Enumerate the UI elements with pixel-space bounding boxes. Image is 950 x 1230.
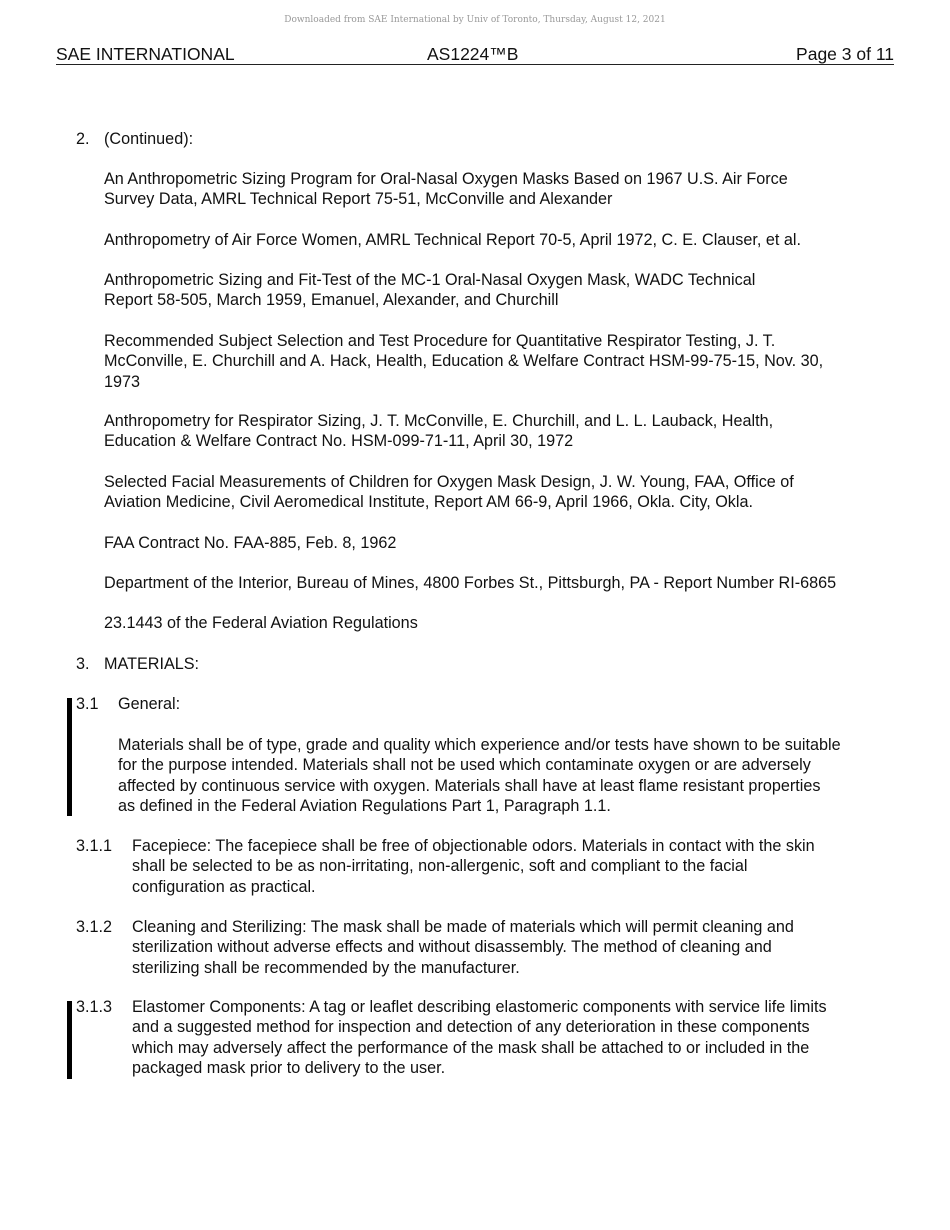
reference-line: An Anthropometric Sizing Program for Oral-Nasal Oxygen Masks Based on 1967 U.S. Air Force (104, 170, 788, 188)
section-3-1-2-body (132, 917, 794, 978)
reference-item (104, 613, 418, 633)
section-3-1-title: General: (118, 695, 181, 713)
paragraph-line: which may adversely affect the performance of the mask shall be attached to or included in the (132, 1038, 810, 1057)
paragraph-line: sterilization without adverse effects and without disassembly. The method of cleaning and (132, 938, 772, 957)
reference-line: Survey Data, AMRL Technical Report 75-51, McConville and Alexander (104, 190, 613, 209)
paragraph-line: Materials shall be of type, grade and quality which experience and/or tests have shown to be suitable (118, 736, 841, 754)
reference-item (104, 169, 788, 210)
reference-item (104, 472, 794, 513)
header-organization: SAE INTERNATIONAL (56, 44, 235, 64)
reference-line: Education & Welfare Contract No. HSM-099-71-11, April 30, 1972 (104, 432, 574, 451)
section-3-number: 3. (76, 655, 90, 673)
paragraph-line: Facepiece: The facepiece shall be free of objectionable odors. Materials in contact with the skin (132, 837, 815, 855)
reference-item (104, 533, 396, 553)
paragraph-line: as defined in the Federal Aviation Regulations Part 1, Paragraph 1.1. (118, 796, 611, 815)
reference-line: FAA Contract No. FAA-885, Feb. 8, 1962 (104, 534, 397, 552)
reference-line: Report 58-505, March 1959, Emanuel, Alexander, and Churchill (104, 291, 559, 310)
paragraph-line: packaged mask prior to delivery to the user. (132, 1058, 446, 1077)
header-page-number: Page 3 of 11 (796, 44, 894, 64)
paragraph-line: sterilizing shall be recommended by the manufacturer. (132, 958, 520, 977)
reference-line: Anthropometry for Respirator Sizing, J. T. McConville, E. Churchill, and L. L. Lauback, Health, (104, 412, 774, 430)
section-3-1-body (118, 735, 841, 816)
reference-line: McConville, E. Churchill and A. Hack, Health, Education & Welfare Contract HSM-99-75-15, Nov. 30, (104, 352, 824, 371)
reference-item (104, 230, 801, 250)
section-3-1-1-body (132, 836, 815, 897)
paragraph-line: Elastomer Components: A tag or leaflet describing elastomeric components with service life limits (132, 998, 827, 1016)
reference-line: 1973 (104, 372, 141, 391)
change-bar (67, 1001, 72, 1079)
reference-line: Anthropometry of Air Force Women, AMRL Technical Report 70-5, April 1972, C. E. Clauser, et al. (104, 231, 801, 249)
download-notice: Downloaded from SAE International by Univ of Toronto, Thursday, August 12, 2021 (284, 15, 666, 25)
reference-item (104, 331, 823, 392)
reference-line: Anthropometric Sizing and Fit-Test of the MC-1 Oral-Nasal Oxygen Mask, WADC Technical (104, 271, 756, 289)
reference-item (104, 411, 773, 452)
section-3-1-3-body (132, 997, 827, 1078)
reference-item (104, 573, 836, 593)
section-3-1-number: 3.1 (76, 695, 99, 713)
page-header (56, 44, 894, 65)
reference-line: Recommended Subject Selection and Test Procedure for Quantitative Respirator Testing, J. T. (104, 332, 776, 350)
section-3-title: MATERIALS: (104, 655, 200, 673)
reference-line: 23.1443 of the Federal Aviation Regulations (104, 614, 418, 632)
change-bar (67, 698, 72, 816)
section-3-1-2-number: 3.1.2 (76, 918, 113, 936)
reference-line: Selected Facial Measurements of Children for Oxygen Mask Design, J. W. Young, FAA, Office of (104, 473, 794, 491)
paragraph-line: configuration as practical. (132, 877, 316, 896)
reference-line: Aviation Medicine, Civil Aeromedical Institute, Report AM 66-9, April 1966, Okla. City, Okla. (104, 493, 753, 512)
header-document-number: AS1224™B (427, 44, 519, 64)
reference-item (104, 270, 755, 311)
paragraph-line: and a suggested method for inspection and detection of any deterioration in these components (132, 1018, 810, 1037)
reference-line: Department of the Interior, Bureau of Mines, 4800 Forbes St., Pittsburgh, PA - Report Number RI-6865 (104, 574, 837, 592)
paragraph-line: for the purpose intended. Materials shall not be used which contaminate oxygen or are adversely (118, 756, 811, 775)
section-3-1-1-number: 3.1.1 (76, 837, 113, 855)
paragraph-line: Cleaning and Sterilizing: The mask shall be made of materials which will permit cleaning and (132, 918, 794, 936)
paragraph-line: shall be selected to be as non-irritating, non-allergenic, soft and compliant to the facial (132, 857, 748, 876)
section-2-title: (Continued): (104, 130, 194, 148)
paragraph-line: affected by continuous service with oxygen. Materials shall have at least flame resistant properties (118, 776, 821, 795)
section-2-number: 2. (76, 130, 90, 148)
section-3-1-3-number: 3.1.3 (76, 998, 113, 1016)
